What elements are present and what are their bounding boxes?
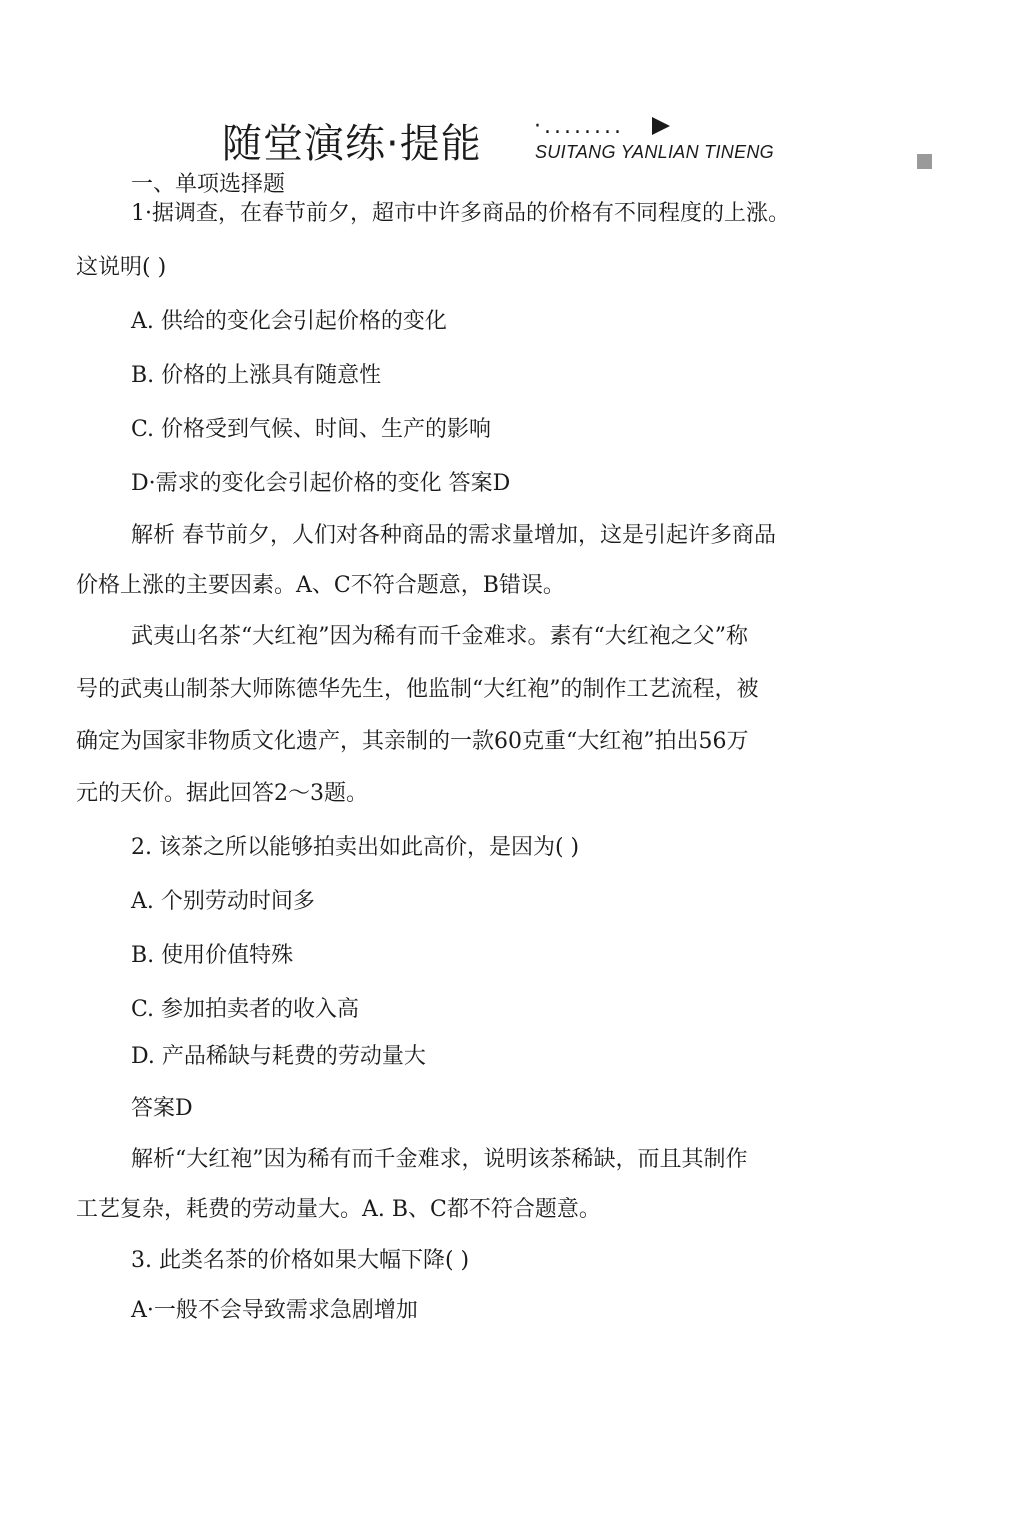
passage-line: 元的天价。据此回答2～3题。 xyxy=(76,781,368,806)
question-2-analysis-cont: 工艺复杂，耗费的劳动量大。A. B、C都不符合题意。 xyxy=(76,1197,601,1222)
question-3-option-a: A·一般不会导致需求急剧增加 xyxy=(131,1298,418,1323)
question-1-analysis-cont: 价格上涨的主要因素。A、C不符合题意，B错误。 xyxy=(76,573,565,598)
question-2-stem: 2. 该茶之所以能够拍卖出如此高价，是因为( ) xyxy=(131,835,580,860)
passage-line: 号的武夷山制茶大师陈德华先生，他监制“大红袍”的制作工艺流程，被 xyxy=(76,677,759,702)
question-2-analysis: 解析“大红袍”因为稀有而千金难求，说明该茶稀缺，而且其制作 xyxy=(131,1147,748,1172)
title-dots: ·........ xyxy=(534,114,624,139)
section-heading: 一、单项选择题 xyxy=(131,172,286,197)
question-1-option-a: A. 供给的变化会引起价格的变化 xyxy=(131,309,447,334)
question-1-option-c: C. 价格受到气候、时间、生产的影响 xyxy=(131,417,492,442)
section-title: 随堂演练·提能 xyxy=(222,121,482,167)
question-1-option-b: B. 价格的上涨具有随意性 xyxy=(131,363,382,388)
arrow-icon xyxy=(652,117,670,135)
question-2-answer: 答案D xyxy=(131,1096,193,1121)
question-1-stem-cont: 这说明( ) xyxy=(76,255,167,280)
question-2-option-d: D. 产品稀缺与耗费的劳动量大 xyxy=(131,1044,426,1069)
section-subtitle: SUITANG YANLIAN TINENG xyxy=(535,142,774,162)
passage-line: 武夷山名茶“大红袍”因为稀有而千金难求。素有“大红袍之父”称 xyxy=(131,624,748,649)
question-3-stem: 3. 此类名茶的价格如果大幅下降( ) xyxy=(131,1248,470,1273)
passage-line: 确定为国家非物质文化遗产，其亲制的一款60克重“大红袍”拍出56万 xyxy=(76,729,749,754)
corner-square-icon xyxy=(917,154,932,169)
question-1-option-d-answer: D·需求的变化会引起价格的变化 答案D xyxy=(131,471,511,496)
question-2-option-b: B. 使用价值特殊 xyxy=(131,943,294,968)
question-1-analysis: 解析 春节前夕，人们对各种商品的需求量增加，这是引起许多商品 xyxy=(131,523,776,548)
question-2-option-a: A. 个别劳动时间多 xyxy=(131,889,315,914)
question-1-stem: 1·据调查，在春节前夕，超市中许多商品的价格有不同程度的上涨。 xyxy=(131,201,790,226)
question-2-option-c: C. 参加拍卖者的收入高 xyxy=(131,997,360,1022)
